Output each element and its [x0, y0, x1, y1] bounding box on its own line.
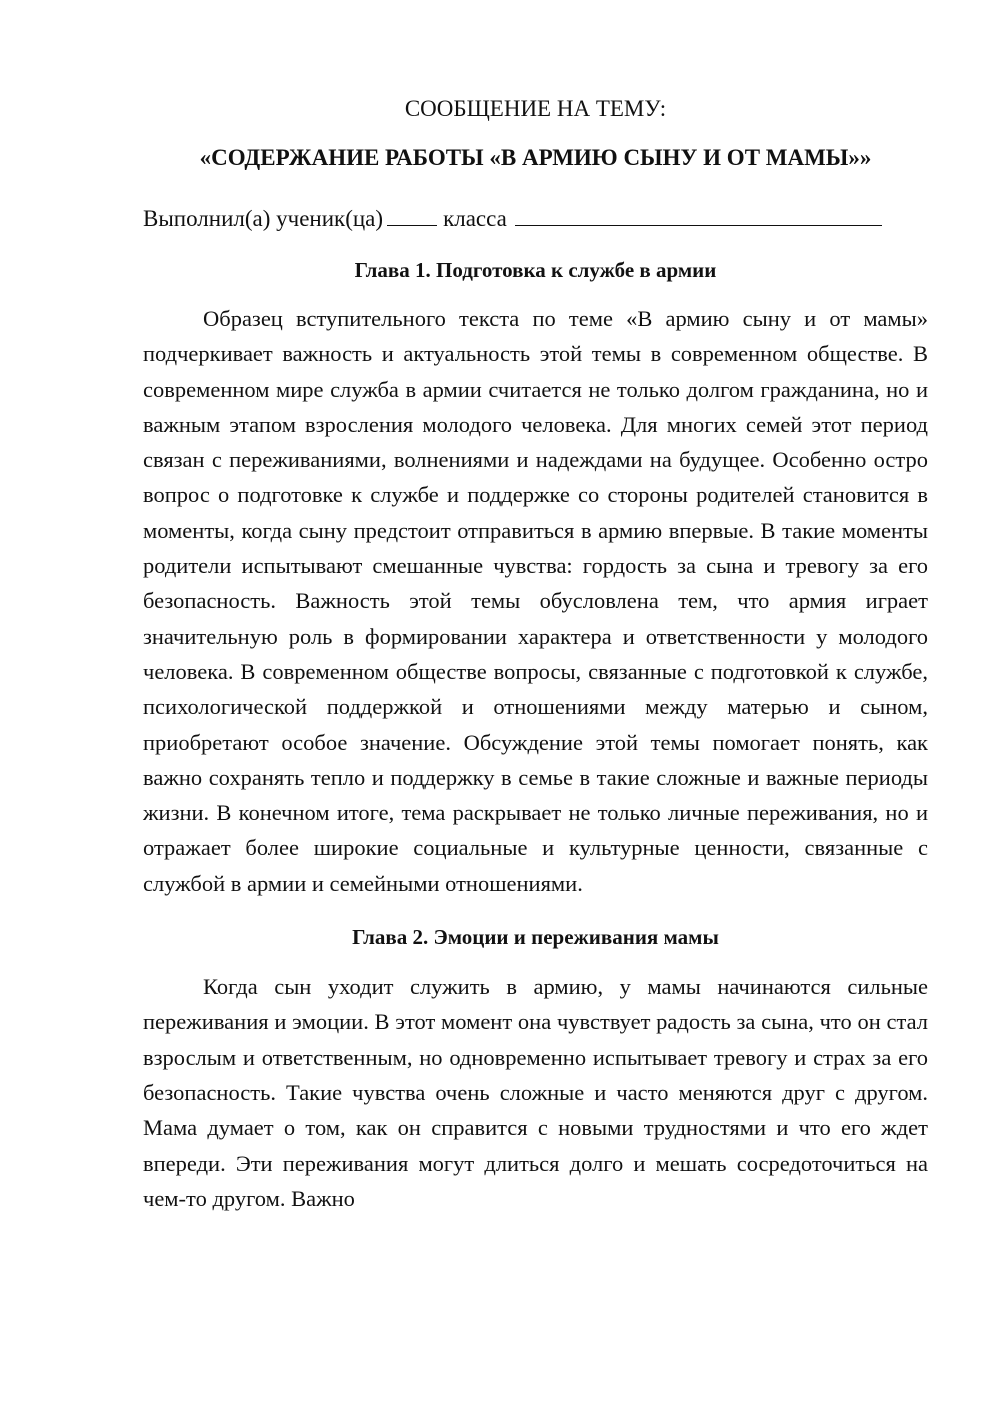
- chapter-1-heading: Глава 1. Подготовка к службе в армии: [354, 258, 717, 282]
- chapter-1-text: Образец вступительного текста по теме «В армию сыну и от мамы» подчеркивает важность и актуальность этой темы в современном обществе. В современном мире служба в армии считается не только долгом гражданина, но и важным этапом взросления молодого человека. Для многих семей этот период связан с переживаниями, волнениями и надеждами на будущее. Особенно остро вопрос о подготовке к службе и поддержке со стороны родителей становится в моменты, когда сыну предстоит отправиться в армию впервые. В такие моменты родители испытывают смешанные чувства: гордость за сына и тревогу за его безопасность. Важность этой темы обусловлена тем, что армия играет значительную роль в формировании характера и ответственности у молодого человека. В современном обществе вопросы, связанные с подготовкой к службе, психологической поддержкой и отношениями между матерью и сыном, приобретают особое значение. Обсуждение этой темы помогает понять, как важно сохранять тепло и поддержку в семье в такие сложные и важные периоды жизни. В конечном итоге, тема раскрывает не только личные переживания, но и отражает более широкие социальные и культурные ценности, связанные с службой в армии и семейными отношениями.: [143, 306, 928, 896]
- document-title-line-2: «СОДЕРЖАНИЕ РАБОТЫ «В АРМИЮ СЫНУ И ОТ МАМЫ»»: [199, 145, 872, 170]
- author-label: Выполнил(а) ученик(ца): [143, 206, 384, 231]
- author-line: [143, 202, 928, 236]
- class-number-blank: [387, 203, 437, 226]
- class-label: класса: [443, 206, 507, 231]
- document-page: [143, 92, 928, 1216]
- document-title-line-1: СООБЩЕНИЕ НА ТЕМУ:: [404, 96, 667, 121]
- chapter-2-text: Когда сын уходит служить в армию, у мамы начинаются сильные переживания и эмоции. В этот момент она чувствует радость за сына, что он стал взрослым и ответственным, но одновременно испытывает тревогу и страх за его безопасность. Такие чувства очень сложные и часто меняются друг с другом. Мама думает о том, как он справится с новыми трудностями и что его ждет впереди. Эти переживания могут длиться долго и мешать сосредоточиться на чем-то другом. Важно: [143, 974, 928, 1211]
- student-name-blank: [515, 203, 882, 226]
- chapter-2-heading: Глава 2. Эмоции и переживания мамы: [352, 925, 719, 950]
